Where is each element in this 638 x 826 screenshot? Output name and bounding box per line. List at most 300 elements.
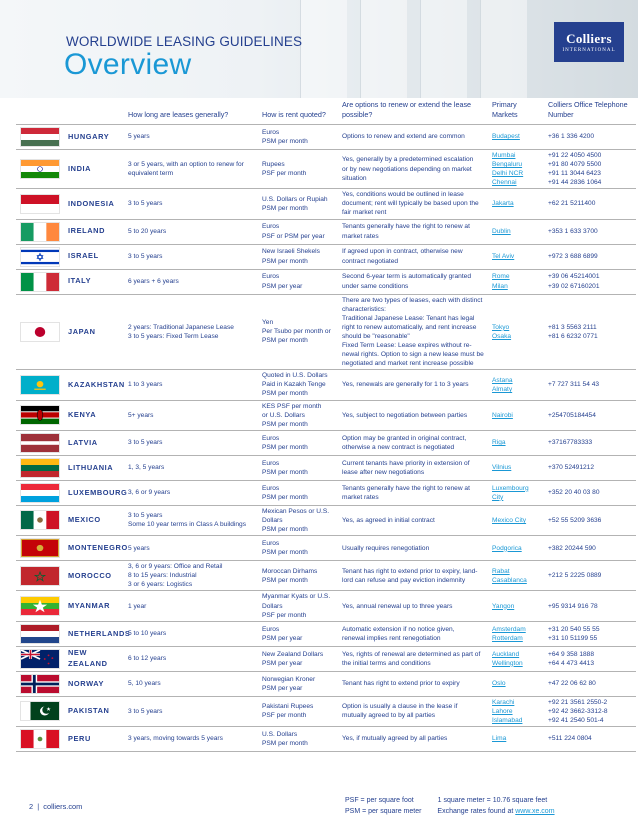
lease-length-cell <box>124 505 258 535</box>
country-name: IRELAND <box>64 219 124 244</box>
lease-length-cell-line: 8 to 15 years: Industrial <box>128 572 197 580</box>
rent-quoted-cell-line: PSM per year <box>262 282 303 290</box>
office-phone-cell-line: +47 22 06 62 80 <box>548 680 596 688</box>
renew-extend-cell-line: the initial terms and conditions <box>342 659 431 667</box>
rent-quoted-cell <box>258 561 338 591</box>
country-name: NETHERLANDS <box>64 621 124 646</box>
renew-extend-cell-line: Yes, renewals are generally for 1 to 3 years <box>342 381 469 389</box>
rent-quoted-cell-line: U.S. Dollars <box>262 730 298 738</box>
renew-extend-cell <box>338 149 488 188</box>
table-row <box>16 219 636 244</box>
renew-extend-cell <box>338 219 488 244</box>
israel-flag <box>20 247 60 267</box>
header-banner <box>0 0 638 98</box>
rent-quoted-cell-line: Euros <box>262 484 280 492</box>
lease-length-cell <box>124 480 258 505</box>
office-phone-cell <box>544 646 636 671</box>
lease-length-cell <box>124 294 258 370</box>
rent-quoted-cell-line: New Israeli Shekels <box>262 248 320 256</box>
rent-quoted-cell-line: Euros <box>262 128 280 136</box>
lease-length-cell-line: 5+ years <box>128 411 154 419</box>
primary-markets-cell-line[interactable]: Mumbai <box>492 151 516 159</box>
country-name: KENYA <box>64 400 124 430</box>
pakistan-flag <box>20 701 60 721</box>
rent-quoted-cell <box>258 455 338 480</box>
office-phone-cell <box>544 621 636 646</box>
country-name: MONTENEGRO <box>64 536 124 561</box>
primary-markets-cell-line[interactable]: Islamabad <box>492 716 523 724</box>
country-name: PAKISTAN <box>64 696 124 726</box>
office-phone-cell-line: +382 20244 590 <box>548 544 596 552</box>
rent-quoted-cell <box>258 400 338 430</box>
renew-extend-cell-line: otherwise a new contract is negotiated <box>342 443 455 451</box>
renew-extend-cell-line: Tenant has right to extend prior to expiry, land- <box>342 567 478 575</box>
exchange-note: Exchange rates found at <box>437 808 516 815</box>
office-phone-cell <box>544 124 636 149</box>
primary-markets-cell <box>488 671 544 696</box>
renew-extend-cell <box>338 294 488 370</box>
primary-markets-cell <box>488 244 544 269</box>
renew-extend-cell <box>338 455 488 480</box>
renew-extend-cell-line: under same conditions <box>342 282 409 290</box>
primary-markets-cell-line[interactable]: Rome <box>492 273 510 281</box>
renew-extend-cell-line: Options to renew and extend are common <box>342 133 465 141</box>
rent-quoted-cell <box>258 269 338 294</box>
renew-extend-cell <box>338 536 488 561</box>
latvia-flag <box>20 433 60 453</box>
rent-quoted-cell <box>258 244 338 269</box>
mexico-flag <box>20 510 60 530</box>
rent-quoted-cell-line: Euros <box>262 540 280 548</box>
office-phone-cell <box>544 430 636 455</box>
rent-quoted-cell <box>258 430 338 455</box>
rent-quoted-cell <box>258 591 338 621</box>
table-row <box>16 480 636 505</box>
morocco-flag <box>20 566 60 586</box>
country-name: MOROCCO <box>64 561 124 591</box>
renew-extend-cell <box>338 505 488 535</box>
office-phone-cell <box>544 591 636 621</box>
renew-extend-cell <box>338 696 488 726</box>
rent-quoted-cell-line: Paid in Kazakh Tenge <box>262 381 326 389</box>
primary-markets-cell-line[interactable]: Tokyo <box>492 323 510 331</box>
lease-length-cell <box>124 646 258 671</box>
lease-length-cell <box>124 400 258 430</box>
renew-extend-cell-line: fair market rent <box>342 209 387 217</box>
renew-extend-cell <box>338 480 488 505</box>
country-name: ITALY <box>64 269 124 294</box>
renew-extend-cell <box>338 269 488 294</box>
myanmar-flag <box>20 596 60 616</box>
lease-length-cell <box>124 591 258 621</box>
primary-markets-cell-line[interactable]: Milan <box>492 282 508 290</box>
renew-extend-cell-line: characteristics: <box>342 305 386 313</box>
renew-extend-cell-line: Tenants generally have the right to renew at <box>342 223 470 231</box>
office-phone-cell <box>544 696 636 726</box>
renew-extend-cell-line: Fixed Term Lease: Lease expires without re- <box>342 342 472 349</box>
table-row <box>16 696 636 726</box>
primary-markets-cell <box>488 269 544 294</box>
country-name: NORWAY <box>64 671 124 696</box>
lease-length-cell-line: 6 years + 6 years <box>128 277 179 285</box>
office-phone-cell-line: +31 10 51199 55 <box>548 634 598 642</box>
renew-extend-cell <box>338 189 488 219</box>
table-row <box>16 189 636 219</box>
primary-markets-cell-line[interactable]: Casablanca <box>492 576 527 584</box>
renew-extend-cell-line: or by new negotiations depending on market <box>342 165 472 173</box>
lease-length-cell-line: 5 years <box>128 544 150 552</box>
renew-extend-cell-line: lord can refuse and pay eviction indemnity <box>342 576 466 584</box>
renew-extend-cell <box>338 726 488 751</box>
footer-definitions-line2 <box>345 808 555 815</box>
lease-length-cell <box>124 269 258 294</box>
primary-markets-cell-line[interactable]: Amsterdam <box>492 625 526 633</box>
office-phone-cell-line: +511 224 0804 <box>548 735 592 743</box>
lease-length-cell <box>124 455 258 480</box>
office-phone-cell-line: +62 21 5211400 <box>548 200 596 208</box>
table-row <box>16 370 636 400</box>
renew-extend-cell-line: should be "reasonable" <box>342 332 410 340</box>
renew-extend-cell-line: newal rights. Option to sign a new lease must be <box>342 351 484 359</box>
primary-markets-cell-line[interactable]: Podgorica <box>492 544 522 552</box>
table-row <box>16 671 636 696</box>
rent-quoted-cell <box>258 696 338 726</box>
footer-website[interactable]: colliers.com <box>43 802 83 811</box>
rent-quoted-cell <box>258 219 338 244</box>
primary-markets-cell <box>488 536 544 561</box>
footer-separator: | <box>37 802 40 811</box>
renew-extend-cell-line: Tenant has right to extend prior to expiry <box>342 680 460 688</box>
lease-length-cell <box>124 671 258 696</box>
primary-markets-cell <box>488 400 544 430</box>
office-phone-cell-line: +39 02 67160201 <box>548 282 600 290</box>
primary-markets-cell <box>488 726 544 751</box>
lease-length-cell <box>124 430 258 455</box>
exchange-link[interactable]: www.xe.com <box>515 808 555 815</box>
primary-markets-cell <box>488 189 544 219</box>
primary-markets-cell-line[interactable]: Chennai <box>492 179 517 187</box>
renew-extend-cell-line: negotiated and market rent increase possible <box>342 360 474 368</box>
table-row <box>16 269 636 294</box>
primary-markets-cell-line[interactable]: Osaka <box>492 332 512 340</box>
renew-extend-cell-line: document; rent will typically be based upon the <box>342 200 479 208</box>
renew-extend-cell-line: right to renew automatically, and rent increase <box>342 323 477 331</box>
japan-flag <box>20 322 60 342</box>
table-row <box>16 591 636 621</box>
rent-quoted-cell-line: Rupees <box>262 160 285 168</box>
new-zealand-flag <box>20 649 60 669</box>
rent-quoted-cell-line: Per Tsubo per month or <box>262 328 331 336</box>
leasing-table <box>16 100 636 752</box>
footer-page-info <box>29 802 82 811</box>
renew-extend-cell-line: Yes, if mutually agreed by all parties <box>342 735 448 743</box>
rent-quoted-cell-line: Euros <box>262 434 280 442</box>
country-name: LATVIA <box>64 430 124 455</box>
primary-markets-cell-line[interactable]: Oslo <box>492 680 506 688</box>
column-header-renew-extend: Are options to renew or extend the lease possible? <box>342 100 472 120</box>
table-row <box>16 505 636 535</box>
italy-flag <box>20 272 60 292</box>
colliers-logo[interactable] <box>554 22 624 62</box>
table-header-row <box>16 100 636 124</box>
office-phone-cell-line: +254705184454 <box>548 411 596 419</box>
page-number: 2 <box>29 802 34 811</box>
renew-extend-cell-line: situation <box>342 174 367 182</box>
primary-markets-cell <box>488 591 544 621</box>
luxembourg-flag <box>20 483 60 503</box>
renew-extend-cell-line: Option is usually a clause in the lease if <box>342 703 458 711</box>
rent-quoted-cell-line: PSM per month <box>262 420 308 428</box>
rent-quoted-cell <box>258 671 338 696</box>
office-phone-cell <box>544 671 636 696</box>
primary-markets-cell-line[interactable]: Lahore <box>492 707 513 715</box>
rent-quoted-cell-line: PSF per month <box>262 712 307 720</box>
office-phone-cell-line: +81 6 6232 0771 <box>548 332 598 340</box>
primary-markets-cell-line[interactable]: Lima <box>492 735 507 743</box>
office-phone-cell <box>544 269 636 294</box>
primary-markets-cell <box>488 561 544 591</box>
office-phone-cell <box>544 294 636 370</box>
lease-length-cell-line: 5 to 20 years <box>128 227 167 235</box>
office-phone-cell <box>544 370 636 400</box>
office-phone-cell-line: +36 1 336 4200 <box>548 133 595 141</box>
table-row <box>16 430 636 455</box>
table-row <box>16 149 636 188</box>
rent-quoted-cell <box>258 726 338 751</box>
renew-extend-cell-line: Traditional Japanese Lease: Tenant has legal <box>342 314 475 322</box>
country-name: INDONESIA <box>64 189 124 219</box>
rent-quoted-cell-line: PSM per year <box>262 659 303 667</box>
primary-markets-cell-line[interactable]: Riga <box>492 439 506 447</box>
renew-extend-cell-line: Usually requires renegotiation <box>342 544 430 552</box>
lease-length-cell-line: 1 to 3 years <box>128 381 163 389</box>
primary-markets-cell-line[interactable]: Almaty <box>492 385 513 393</box>
lease-length-cell-line: 1, 3, 5 years <box>128 464 165 472</box>
renew-extend-cell <box>338 591 488 621</box>
office-phone-cell-line: +91 80 4079 5500 <box>548 160 602 168</box>
table-row <box>16 561 636 591</box>
column-header-lease-length: How long are leases generally? <box>128 110 229 120</box>
renew-extend-cell-line: There are two types of leases, each with distinct <box>342 296 483 304</box>
lease-length-cell <box>124 621 258 646</box>
primary-markets-cell-line[interactable]: Vilnius <box>492 464 512 472</box>
primary-markets-cell-line[interactable]: Wellington <box>492 659 523 667</box>
ireland-flag <box>20 222 60 242</box>
primary-markets-cell-line[interactable]: Yangon <box>492 602 515 610</box>
rent-quoted-cell <box>258 294 338 370</box>
primary-markets-cell <box>488 480 544 505</box>
rent-quoted-cell-line: PSM per month <box>262 443 308 451</box>
renew-extend-cell <box>338 400 488 430</box>
lease-length-cell <box>124 536 258 561</box>
renew-extend-cell-line: contract negotiated <box>342 257 399 265</box>
office-phone-cell <box>544 400 636 430</box>
country-name: PERU <box>64 726 124 751</box>
lease-length-cell <box>124 219 258 244</box>
lease-length-cell-line: 5 to 10 years <box>128 630 167 638</box>
primary-markets-cell-line[interactable]: Rotterdam <box>492 634 523 642</box>
renew-extend-cell-line: Yes, generally by a predetermined escalation <box>342 156 474 164</box>
primary-markets-cell-line[interactable]: Nairobi <box>492 411 513 419</box>
conversion-note: 1 square meter = 10.76 square feet <box>437 797 548 804</box>
table-row <box>16 621 636 646</box>
lease-length-cell-line: 3 to 5 years <box>128 512 163 520</box>
peru-flag <box>20 729 60 749</box>
country-name: ISRAEL <box>64 244 124 269</box>
primary-markets-cell-line[interactable]: Tel Aviv <box>492 252 515 260</box>
primary-markets-cell-line[interactable]: Delhi NCR <box>492 170 524 178</box>
rent-quoted-cell-line: or U.S. Dollars <box>262 411 305 419</box>
primary-markets-cell <box>488 294 544 370</box>
country-name: LITHUANIA <box>64 455 124 480</box>
renew-extend-cell <box>338 430 488 455</box>
lithuania-flag <box>20 458 60 478</box>
office-phone-cell-line: +39 06 45214001 <box>548 273 600 281</box>
primary-markets-cell <box>488 370 544 400</box>
rent-quoted-cell-line: Euros <box>262 625 280 633</box>
lease-length-cell-line: 3 or 5 years, with an option to renew for <box>128 160 244 168</box>
office-phone-cell <box>544 726 636 751</box>
rent-quoted-cell-line: New Zealand Dollars <box>262 650 324 658</box>
rent-quoted-cell <box>258 646 338 671</box>
office-phone-cell-line: +37167783333 <box>548 439 593 447</box>
office-phone-cell <box>544 455 636 480</box>
primary-markets-cell-line[interactable]: Dublin <box>492 227 511 235</box>
rent-quoted-cell-line: PSM per month <box>262 739 308 747</box>
office-phone-cell <box>544 244 636 269</box>
lease-length-cell-line: 3 to 5 years <box>128 439 163 447</box>
renew-extend-cell-line: lease after new negotiations <box>342 468 425 476</box>
renew-extend-cell-line: Automatic extension if no notice given, <box>342 625 455 633</box>
country-name: KAZAKHSTAN <box>64 370 124 400</box>
rent-quoted-cell-line: PSM per month <box>262 257 308 265</box>
office-phone-cell-line: +370 52491212 <box>548 464 595 472</box>
lease-length-cell <box>124 149 258 188</box>
office-phone-cell-line: +64 4 473 4413 <box>548 659 595 667</box>
primary-markets-cell <box>488 124 544 149</box>
footer-definitions-line1 <box>345 797 547 804</box>
table-row <box>16 244 636 269</box>
rent-quoted-cell-line: Myanmar Kyats or U.S. <box>262 593 331 601</box>
renew-extend-cell <box>338 124 488 149</box>
office-phone-cell-line: +92 42 3662-3312-8 <box>548 707 608 715</box>
primary-markets-cell-line[interactable]: Jakarta <box>492 200 514 208</box>
office-phone-cell-line: +31 20 540 55 55 <box>548 625 600 633</box>
renew-extend-cell-line: market rates <box>342 232 379 240</box>
lease-length-cell-line: 5, 10 years <box>128 680 161 688</box>
netherlands-flag <box>20 624 60 644</box>
primary-markets-cell <box>488 505 544 535</box>
rent-quoted-cell <box>258 124 338 149</box>
office-phone-cell-line: +7 727 311 54 43 <box>548 381 600 389</box>
office-phone-cell <box>544 480 636 505</box>
lease-length-cell-line: 3 to 5 years <box>128 200 163 208</box>
office-phone-cell <box>544 219 636 244</box>
office-phone-cell <box>544 561 636 591</box>
office-phone-cell <box>544 536 636 561</box>
rent-quoted-cell-line: PSM per month <box>262 576 308 584</box>
primary-markets-cell-line[interactable]: Budapest <box>492 133 520 141</box>
country-name: LUXEMBOURG <box>64 480 124 505</box>
rent-quoted-cell <box>258 621 338 646</box>
lease-length-cell-line: 6 to 12 years <box>128 655 167 663</box>
lease-length-cell-line: equivalent term <box>128 170 174 178</box>
rent-quoted-cell-line: PSM per year <box>262 684 303 692</box>
lease-length-cell <box>124 561 258 591</box>
renew-extend-cell-line: Option may be granted in original contract, <box>342 434 467 442</box>
rent-quoted-cell-line: Quoted in U.S. Dollars <box>262 372 328 380</box>
lease-length-cell <box>124 124 258 149</box>
renew-extend-cell <box>338 370 488 400</box>
column-header-rent-quoted: How is rent quoted? <box>262 110 326 120</box>
rent-quoted-cell-line: Euros <box>262 223 280 231</box>
primary-markets-cell <box>488 696 544 726</box>
rent-quoted-cell-line: Moroccan Dirhams <box>262 567 318 575</box>
rent-quoted-cell-line: Dollars <box>262 602 283 610</box>
office-phone-cell-line: +91 11 3044 6423 <box>548 170 601 178</box>
renew-extend-cell-line: Yes, rights of renewal are determined as part of <box>342 650 481 658</box>
norway-flag <box>20 674 60 694</box>
primary-markets-cell-line[interactable]: Astana <box>492 376 513 384</box>
primary-markets-cell-line[interactable]: Karachi <box>492 698 515 706</box>
rent-quoted-cell-line: PSM per month <box>262 526 308 534</box>
rent-quoted-cell-line: PSM per month <box>262 204 308 212</box>
lease-length-cell-line: 2 years: Traditional Japanese Lease <box>128 323 234 331</box>
office-phone-cell-line: +91 22 4050 4500 <box>548 151 602 159</box>
renew-extend-cell-line: Yes, as agreed in initial contract <box>342 516 435 524</box>
rent-quoted-cell-line: PSM per month <box>262 337 308 345</box>
office-phone-cell-line: +81 3 5563 2111 <box>548 323 597 331</box>
rent-quoted-cell-line: PSM per month <box>262 549 308 557</box>
rent-quoted-cell-line: U.S. Dollars or Rupiah <box>262 195 328 203</box>
rent-quoted-cell <box>258 480 338 505</box>
rent-quoted-cell <box>258 149 338 188</box>
document-title: WORLDWIDE LEASING GUIDELINES <box>66 34 303 49</box>
primary-markets-cell-line[interactable]: Rabat <box>492 567 510 575</box>
lease-length-cell-line: 5 years <box>128 133 150 141</box>
country-name: INDIA <box>64 149 124 188</box>
primary-markets-cell-line[interactable]: Mexico City <box>492 516 527 524</box>
rent-quoted-cell <box>258 370 338 400</box>
lease-length-cell-line: 3, 6 or 9 years <box>128 489 171 497</box>
lease-length-cell-line: 3, 6 or 9 years: Office and Retail <box>128 563 223 571</box>
rent-quoted-cell-line: PSM per month <box>262 468 308 476</box>
primary-markets-cell-line[interactable]: Auckland <box>492 650 520 658</box>
renew-extend-cell-line: renewal implies rent renegotiation <box>342 634 441 642</box>
column-header-primary-markets: Primary Markets <box>492 100 518 120</box>
renew-extend-cell <box>338 646 488 671</box>
rent-quoted-cell-line: PSF per month <box>262 611 307 619</box>
lease-length-cell-line: 3 or 6 years: Logistics <box>128 581 193 589</box>
country-name: JAPAN <box>64 294 124 370</box>
country-name: MEXICO <box>64 505 124 535</box>
renew-extend-cell <box>338 561 488 591</box>
table-row <box>16 726 636 751</box>
rent-quoted-cell-line: PSM per month <box>262 137 308 145</box>
office-phone-cell-line: +352 20 40 03 80 <box>548 489 600 497</box>
primary-markets-cell <box>488 149 544 188</box>
psm-definition: PSM = per square meter <box>345 808 422 815</box>
primary-markets-cell <box>488 621 544 646</box>
primary-markets-cell-line[interactable]: Bengaluru <box>492 160 523 168</box>
kenya-flag <box>20 405 60 425</box>
lease-length-cell <box>124 726 258 751</box>
table-row <box>16 294 636 370</box>
primary-markets-cell-line[interactable]: Luxembourg City <box>492 484 529 501</box>
country-name: HUNGARY <box>64 124 124 149</box>
lease-length-cell-line: 3 to 5 years: Fixed Term Lease <box>128 332 219 340</box>
renew-extend-cell-line: Current tenants have priority in extension of <box>342 459 470 467</box>
